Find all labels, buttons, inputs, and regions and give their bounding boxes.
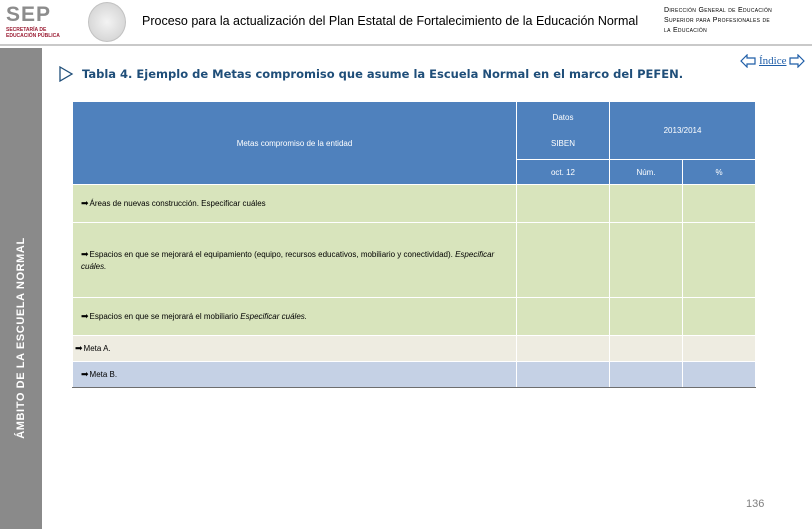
goal-text: Meta A. [83, 344, 111, 353]
siben-cell [517, 223, 610, 298]
goal-text-italic: Especificar cuáles. [240, 312, 307, 321]
direction-line: la Educación [664, 27, 707, 34]
siben-data-header [517, 102, 610, 160]
table-row [73, 336, 756, 362]
siben-cell [517, 362, 610, 388]
num-cell [610, 336, 683, 362]
table-header-row [73, 102, 756, 160]
goal-cell [73, 298, 517, 336]
pct-cell [683, 336, 756, 362]
arrow-bullet-icon: ➡ [81, 369, 89, 379]
pct-cell [683, 185, 756, 223]
direction-name [664, 6, 804, 36]
year-header: 2013/2014 [610, 102, 756, 160]
pct-cell [683, 298, 756, 336]
num-cell [610, 185, 683, 223]
goals-column-header: Metas compromiso de la entidad [73, 102, 517, 185]
goal-cell [73, 362, 517, 388]
arrow-left-icon[interactable] [740, 54, 756, 68]
goal-cell [73, 336, 517, 362]
num-cell [610, 298, 683, 336]
document-title: Proceso para la actualización del Plan Estatal de Fortalecimiento de la Educación Normal [142, 14, 639, 28]
sidebar [0, 48, 42, 529]
siben-label: SIBEN [550, 138, 575, 148]
num-header: Núm. [610, 160, 683, 185]
goal-text: Áreas de nuevas construcción. Especificar cuáles [89, 199, 266, 208]
table-row [73, 362, 756, 388]
direction-line: Superior para Profesionales de [664, 17, 771, 24]
arrow-bullet-icon: ➡ [81, 198, 89, 208]
arrow-right-icon[interactable] [789, 54, 805, 68]
goal-text: Espacios en que se mejorará el mobiliario [89, 312, 241, 321]
page-number: 136 [746, 498, 765, 510]
sep-logo-text: SEP [6, 3, 52, 26]
page-header [0, 0, 812, 46]
index-navigation [740, 52, 805, 70]
index-link[interactable]: Índice [759, 55, 787, 67]
table-title [58, 66, 683, 82]
table-row [73, 298, 756, 336]
period-header: oct. 12 [517, 160, 610, 185]
table-caption: Tabla 4. Ejemplo de Metas compromiso que asume la Escuela Normal en el marco del PEFEN. [82, 67, 684, 81]
goal-text-italic: Especificar cuáles. [81, 249, 495, 271]
pct-cell [683, 362, 756, 388]
datos-label: Datos [552, 112, 574, 122]
arrow-bullet-icon: ➡ [81, 248, 89, 259]
goal-text: Meta B. [89, 370, 118, 379]
arrow-bullet-icon: ➡ [75, 343, 83, 353]
sep-logo [6, 3, 70, 43]
direction-line: Dirección General de Educación [664, 7, 773, 14]
coat-of-arms-seal [88, 2, 126, 42]
siben-cell [517, 336, 610, 362]
goal-text: Espacios en que se mejorará el equipamiento (equipo, recursos educativos, mobiliario y conectividad). [89, 249, 456, 259]
siben-cell [517, 298, 610, 336]
siben-cell [517, 185, 610, 223]
pct-cell [683, 223, 756, 298]
goal-cell [73, 223, 517, 298]
pct-header: % [683, 160, 756, 185]
table-row [73, 185, 756, 223]
arrow-bullet-icon: ➡ [81, 311, 89, 321]
triangle-right-icon [58, 66, 74, 82]
sidebar-label: ÁMBITO DE LA ESCUELA NORMAL [15, 237, 27, 439]
num-cell [610, 223, 683, 298]
goal-cell [73, 185, 517, 223]
num-cell [610, 362, 683, 388]
metas-table [72, 101, 756, 388]
table-row [73, 223, 756, 298]
sep-logo-subtext: SECRETARÍA DE EDUCACIÓN PÚBLICA [6, 27, 60, 39]
